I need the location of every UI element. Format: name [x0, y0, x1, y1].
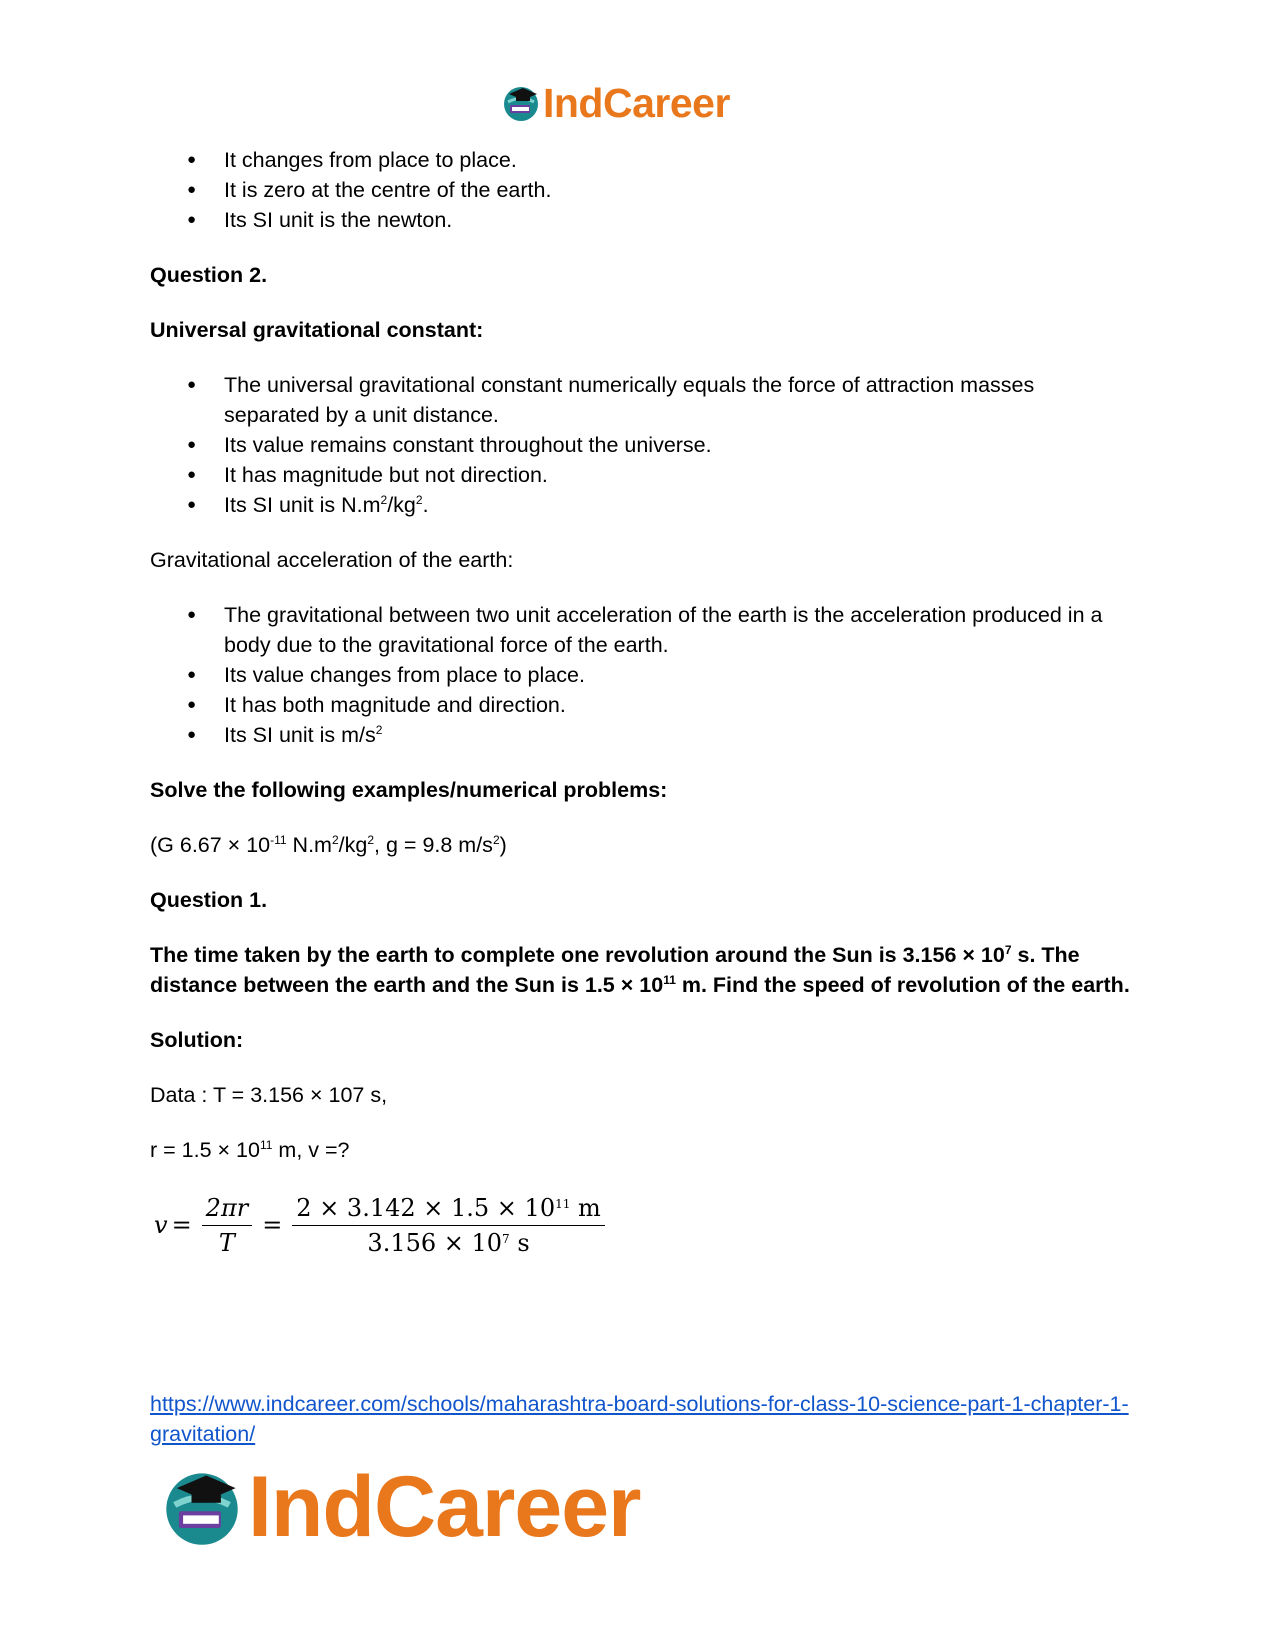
list-item: ● Its SI unit is the newton. — [150, 205, 1130, 235]
list-item: ● The universal gravitational constant numerically equals the force of attraction masses separated by a unit distance. — [150, 370, 1130, 430]
equals-sign: = — [171, 1211, 192, 1239]
solution-heading: Solution: — [150, 1028, 244, 1052]
list-item: ● Its value changes from place to place. — [150, 660, 1130, 690]
solve-heading: Solve the following examples/numerical problems: — [150, 778, 668, 802]
ugc-heading: Universal gravitational constant: — [150, 318, 484, 342]
footer-logo — [160, 1459, 641, 1555]
list-item: ● It changes from place to place. — [150, 145, 1130, 175]
globe-graduation-cap-icon — [501, 83, 541, 123]
fraction-symbolic — [202, 1193, 253, 1258]
list-item: ● The gravitational between two unit acceleration of the earth is the acceleration produced in a body due to the gravitational force of the earth. — [150, 600, 1130, 660]
list-item: ● Its SI unit is $N.m^2/kg^2$. — [150, 490, 1130, 520]
header-logo — [501, 80, 730, 126]
question-2-heading: Question 2. — [150, 263, 268, 287]
fraction-numerator: 2πr — [202, 1193, 253, 1226]
equals-sign: = — [262, 1211, 283, 1239]
list-item: ● It has magnitude but not direction. — [150, 460, 1130, 490]
fraction-numeric — [292, 1193, 604, 1258]
ugc-bullet-list — [150, 370, 1130, 520]
globe-graduation-cap-icon — [160, 1465, 244, 1549]
logo-text: IndCareer — [248, 1459, 641, 1555]
list-item: ● It has both magnitude and direction. — [150, 690, 1130, 720]
source-url-link[interactable]: https://www.indcareer.com/schools/maharashtra-board-solutions-for-class-10-science-part-1-chapter-1-gravitation/ — [150, 1392, 1129, 1446]
document-body — [150, 145, 1130, 1265]
logo-text: IndCareer — [543, 79, 730, 126]
gae-bullet-list — [150, 600, 1130, 750]
constants-line: (G $6.67 \times 10^{-11}$ $N.m^2/kg^2$, g = 9.8 $m/s^2$) — [150, 833, 507, 857]
list-item: ● Its SI unit is $m/s^2$ — [150, 720, 1130, 750]
formula-lhs: v — [154, 1211, 168, 1239]
gae-heading: Gravitational acceleration of the earth: — [150, 548, 514, 572]
velocity-formula — [154, 1185, 1130, 1265]
fraction-denominator: T — [218, 1228, 235, 1257]
r-line: $r = 1.5 \times 10^{11}$ m, v =? — [150, 1138, 350, 1162]
question-1-text: The time taken by the earth to complete one revolution around the Sun is $3.156 \times 10^7$ s. The distance between the earth and the Sun is $1.5 \times 10^{11}$ m. Find the speed of revolution of the earth. — [150, 943, 1130, 997]
list-item: ● It is zero at the centre of the earth. — [150, 175, 1130, 205]
fraction-numerator: $2 \times 3.142 \times 1.5 \times 10^{11}$ m — [292, 1193, 604, 1226]
list-item: ● Its value remains constant throughout the universe. — [150, 430, 1130, 460]
intro-bullet-list — [150, 145, 1130, 235]
fraction-denominator: $3.156 \times 10^7$ s — [367, 1228, 530, 1257]
question-1-heading: Question 1. — [150, 888, 268, 912]
data-line: Data : T = 3.156 × 107 s, — [150, 1083, 388, 1107]
